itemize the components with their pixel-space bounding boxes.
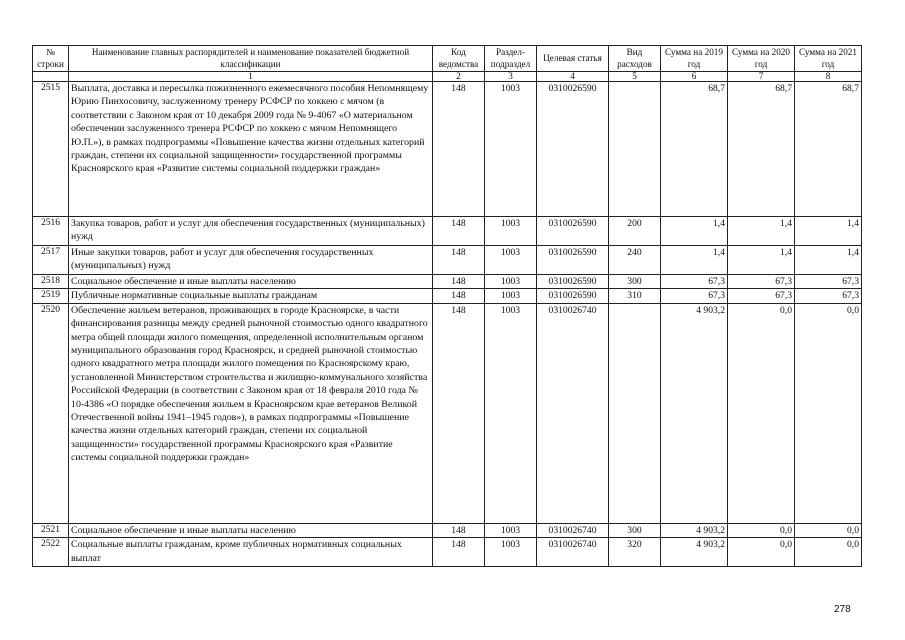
table-row [33, 275, 862, 289]
row-name: Социальное обеспечение и иные выплаты населению [69, 275, 433, 289]
row-article: 0310026590 [537, 246, 609, 275]
row-sum-2020: 1,4 [728, 246, 795, 275]
row-code: 148 [433, 82, 485, 217]
row-section: 1003 [485, 523, 537, 537]
header-section: Раздел- подраздел [485, 46, 537, 72]
row-number: 2516 [33, 217, 69, 246]
row-name: Иные закупки товаров, работ и услуг для обеспечения государственных (муниципальных) нужд [69, 246, 433, 275]
row-name: Публичные нормативные социальные выплаты гражданам [69, 289, 433, 303]
row-name: Выплата, доставка и пересылка пожизненного ежемесячного пособия Непомнящему Юрию Пинхосовичу, заслуженному тренеру РСФСР по хоккею с мячом (в соответствии с Законом края от 10 декабря 2009 года № 9-4067 «О материальном обеспечении заслуженного тренера РСФСР по хоккею с мячом Непомнящего Ю.П.»), в рамках подпрограммы «Повышение качества жизни отдельных категорий граждан, степени их социальной защищенности» государственной программы Красноярского края «Развитие системы социальной поддержки граждан» [69, 82, 433, 217]
row-section: 1003 [485, 289, 537, 303]
table-row [33, 538, 862, 567]
header-sum-2020: Сумма на 2020 год [728, 46, 795, 72]
row-code: 148 [433, 303, 485, 523]
row-code: 148 [433, 275, 485, 289]
row-expense: 300 [609, 523, 661, 537]
row-sum-2021: 0,0 [795, 523, 862, 537]
header-row [33, 46, 862, 72]
row-section: 1003 [485, 82, 537, 217]
row-sum-2019: 67,3 [661, 289, 728, 303]
row-number: 2521 [33, 523, 69, 537]
row-name: Закупка товаров, работ и услуг для обеспечения государственных (муниципальных) нужд [69, 217, 433, 246]
colnum-6: 6 [661, 72, 728, 82]
row-article: 0310026590 [537, 275, 609, 289]
row-sum-2019: 67,3 [661, 275, 728, 289]
row-sum-2019: 1,4 [661, 246, 728, 275]
row-section: 1003 [485, 538, 537, 567]
row-sum-2020: 0,0 [728, 538, 795, 567]
colnum-7: 7 [728, 72, 795, 82]
row-article: 0310026590 [537, 82, 609, 217]
row-name: Социальное обеспечение и иные выплаты населению [69, 523, 433, 537]
budget-table [32, 45, 862, 567]
row-number: 2520 [33, 303, 69, 523]
row-number: 2518 [33, 275, 69, 289]
table-row [33, 523, 862, 537]
colnum-0 [33, 72, 69, 82]
header-article: Целевая статья [537, 46, 609, 72]
row-article: 0310026740 [537, 538, 609, 567]
row-expense: 320 [609, 538, 661, 567]
row-sum-2020: 67,3 [728, 275, 795, 289]
row-number: 2515 [33, 82, 69, 217]
row-sum-2021: 67,3 [795, 275, 862, 289]
row-code: 148 [433, 289, 485, 303]
row-number: 2517 [33, 246, 69, 275]
row-expense: 240 [609, 246, 661, 275]
row-code: 148 [433, 523, 485, 537]
row-section: 1003 [485, 303, 537, 523]
row-sum-2020: 0,0 [728, 303, 795, 523]
header-expense: Вид расходов [609, 46, 661, 72]
row-expense: 300 [609, 275, 661, 289]
row-sum-2020: 67,3 [728, 289, 795, 303]
colnum-5: 5 [609, 72, 661, 82]
row-number: 2519 [33, 289, 69, 303]
row-section: 1003 [485, 275, 537, 289]
row-sum-2021: 1,4 [795, 246, 862, 275]
row-name: Социальные выплаты гражданам, кроме публичных нормативных социальных выплат [69, 538, 433, 567]
row-sum-2019: 4 903,2 [661, 538, 728, 567]
row-sum-2019: 68,7 [661, 82, 728, 217]
row-article: 0310026590 [537, 217, 609, 246]
header-name: Наименование главных распорядителей и наименование показателей бюджетной классификации [69, 46, 433, 72]
table-row [33, 303, 862, 523]
row-name: Обеспечение жильем ветеранов, проживающих в городе Красноярске, в части финансирования разницы между средней рыночной стоимостью одного квадратного метра общей площади жилого помещения, определенной исполнительным органом муниципального образования город Красноярск, и средней рыночной стоимостью одного квадратного метра площади жилого помещения по Красноярскому краю, установленной Министерством строительства и жилищно-коммунального хозяйства Российской Федерации (в соответствии с Законом края от 18 февраля 2010 года № 10-4386 «О порядке обеспечения жильем в Красноярском крае ветеранов Великой Отечественной войны 1941–1945 годов»), в рамках подпрограммы «Повышение качества жизни отдельных категорий граждан, степени их социальной защищенности» государственной программы Красноярского края «Развитие системы социальной поддержки граждан» [69, 303, 433, 523]
row-code: 148 [433, 246, 485, 275]
row-section: 1003 [485, 217, 537, 246]
row-article: 0310026590 [537, 289, 609, 303]
row-expense [609, 82, 661, 217]
row-section: 1003 [485, 246, 537, 275]
row-sum-2021: 1,4 [795, 217, 862, 246]
row-code: 148 [433, 538, 485, 567]
row-sum-2020: 0,0 [728, 523, 795, 537]
column-number-row [33, 72, 862, 82]
row-article: 0310026740 [537, 523, 609, 537]
colnum-3: 3 [485, 72, 537, 82]
table-row [33, 289, 862, 303]
header-sum-2019: Сумма на 2019 год [661, 46, 728, 72]
header-num: № строки [33, 46, 69, 72]
row-expense: 310 [609, 289, 661, 303]
colnum-2: 2 [433, 72, 485, 82]
row-sum-2019: 1,4 [661, 217, 728, 246]
colnum-4: 4 [537, 72, 609, 82]
page-number: 278 [834, 604, 851, 615]
header-sum-2021: Сумма на 2021 год [795, 46, 862, 72]
row-expense [609, 303, 661, 523]
row-sum-2021: 0,0 [795, 303, 862, 523]
row-code: 148 [433, 217, 485, 246]
row-sum-2019: 4 903,2 [661, 523, 728, 537]
table-row [33, 246, 862, 275]
row-article: 0310026740 [537, 303, 609, 523]
colnum-8: 8 [795, 72, 862, 82]
row-sum-2021: 0,0 [795, 538, 862, 567]
row-sum-2021: 68,7 [795, 82, 862, 217]
row-sum-2020: 68,7 [728, 82, 795, 217]
colnum-1: 1 [69, 72, 433, 82]
row-sum-2021: 67,3 [795, 289, 862, 303]
table-row [33, 82, 862, 217]
row-sum-2020: 1,4 [728, 217, 795, 246]
row-expense: 200 [609, 217, 661, 246]
header-code: Код ведомства [433, 46, 485, 72]
row-number: 2522 [33, 538, 69, 567]
table-row [33, 217, 862, 246]
row-sum-2019: 4 903,2 [661, 303, 728, 523]
